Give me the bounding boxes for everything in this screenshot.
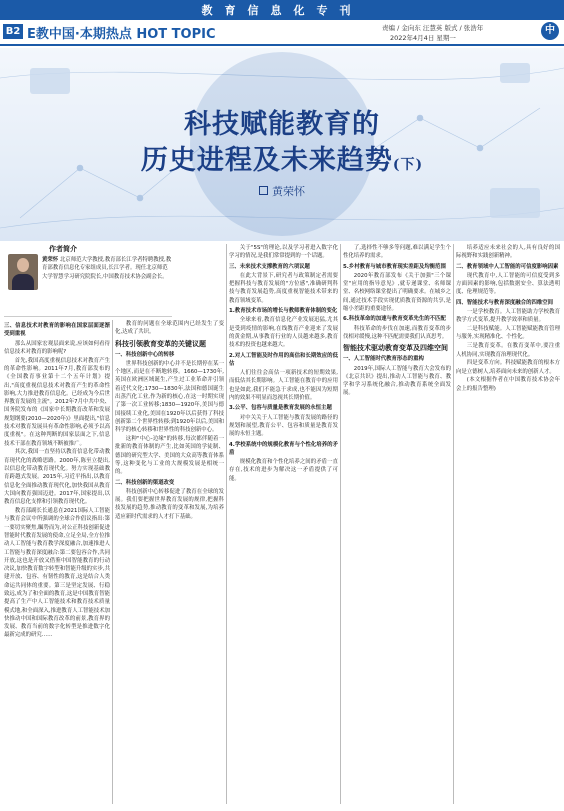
subsection-heading: 一、科技创新中心的转移 <box>115 351 175 358</box>
date-line: 2022年4月4日 星期一 <box>390 34 456 42</box>
author-name: 黄荣怀 <box>42 257 59 263</box>
article-column-2 <box>115 320 224 804</box>
paragraph: 一是学校教育。人工智能助力学校教育教学方式变革,提升教学效率和质量。 <box>456 309 560 324</box>
banner-text: 教育信息化专刊 <box>201 4 363 17</box>
paragraph: 在此大背景下,研究者与政策制定者需要把握科技与教育发展的"方位感",准确研判科技与教育发展趋势,高度重视智能技术带来的教育领域变革。 <box>229 272 338 304</box>
author-profile-box <box>4 244 172 317</box>
paragraph: 教育部副长长通息在2021国际人工智能与教育会议中所强调的全球合作倡议指出:第一要切实聚焦,瞩势而为,对公正科技创新促进智能时代教育发展的使命,立足全局,全方位推动人工智能与教育教学深度融合,加速推进人工智能与教育深度融合:第二要包容合作,共同开放,这也是开放又借鉴中国智能教育的行动决议,加快教育数字转型和智能升级的实步,共建开放、包容、有韧性的教育,这是结合人类命运共同体的重要。第三是坚定发展、行稳致远,成为了和全面的教育,这是中国教育智能提高了生产中人工智能技术和教育技术质量模式地,和全面深入,推进教育人工智能技术加快推动中国和国际教育改革的前景,教育界的发展、教育当前的数字化转型是推进数字化最新完成的研究…… <box>4 508 110 639</box>
byline <box>0 183 564 199</box>
headline-line-2-text: 历史进程及未来趋势 <box>140 145 393 176</box>
paragraph: 那么从国家宏观层面来说,应该如何看待信息技术对教育的影响呢? <box>4 340 110 355</box>
paragraph: 培养适应未来社会的人,具有良好的国际视野和实践创新精神。 <box>456 245 560 260</box>
subsection-heading: 1.教育技术市场的增长与教师教育体制的变化 <box>229 308 338 315</box>
subsection-heading: 一、人工智能时代教育形态的重构 <box>343 356 424 363</box>
byline-author: 黄荣怀 <box>272 185 305 198</box>
paragraph: 了,选择性不够多等问题,难以满足学生个性化培养的需求。 <box>343 245 451 260</box>
article-column-3 <box>229 244 338 484</box>
paragraph: 科技创新中心转移促进了教育在全球的发展。我们要把握世界教育发展的规律,把握科技发展的趋势,推动教育的变革和发展,为培养适应新时代需求的人才打下基础。 <box>115 488 224 520</box>
paragraph: 首先,我国高度重视信息技术对教育产生的革命性影响。2011年7月,教育部发布的《全国教育事业第十二个五年计划》提出,"高度重视信息技术对教育产生的革命性影响,大力推进教育信息化。已经成为今后世界教育发展的主流"。2012年7月中共中央、国务院发布的《国家中长期教育改革和发展规划纲要(2010—2020年)》里面提出,"信息技术对教育发展具有革命性影响,必须予以高度重视"。在这种判断的国家层面之下,信息技术干部在教育领域不断被推广。 <box>4 357 110 447</box>
article-column-4 <box>343 244 451 398</box>
subsection-heading: 二、教育领域中人工智能的可信度影响因素 <box>456 263 559 270</box>
paragraph: 四是变革方向。科技赋能教育的根本方向是立德树人,培养面向未来的创新人才。 <box>456 360 560 375</box>
paragraph: (本文根据作者在中国教育技术协会年会上的报告整理) <box>456 377 560 392</box>
author-bio-text: 北京师范大学教授,教育部长江学者特聘教授,教育部教育信息化专家组成员,长江学者。现任北京师范大学智慧学习研究院院长,中国教育技术协会副会长。 <box>42 257 172 280</box>
subsection-heading: 三、信息技术对教育的影响在国家层面逐渐受到重视 <box>4 323 110 338</box>
paragraph: 教育的问题在全球范围内已经发生了变化,达成了共识。 <box>115 321 224 336</box>
section-banner <box>0 0 564 20</box>
paragraph: 人们往往会高估一项新技术的短期效果,而低估其长期影响。人工智能在教育中的应用也是如此,我们不能急于求成,也不能因为短期内的效果不明显而忽视其长期价值。 <box>229 370 338 402</box>
author-bio <box>42 256 172 281</box>
author-photo <box>8 254 38 290</box>
subsection-heading: 三、未来技术支撑教育的六项议题 <box>229 263 310 270</box>
paper-title: E教中国·本期热点 HOT TOPIC <box>27 27 216 42</box>
hero-banner <box>0 48 564 241</box>
page-number-badge: B2 <box>3 24 23 39</box>
paragraph: 二是科技赋能。人工智能赋能教育管理与服务,实现精准化、个性化。 <box>456 326 560 341</box>
article-column-5 <box>456 244 560 394</box>
article-column-1 <box>4 320 110 804</box>
paragraph: 科技革命的步伐在加速,而教育变革的步伐相对缓慢,这种不匹配需要我们认真思考。 <box>343 325 451 340</box>
section-heading: 科技引领教育变革的关键议题 <box>115 339 206 348</box>
paragraph: 2020年教育部发布《关于加强"三个课堂"应用的指导意见》,就专递课堂、名师课堂、名校网络课堂提出了明确要求。在城乡之间,通过技术手段实现优质教育资源的共享,是缩小差距的重要途径。 <box>343 272 451 313</box>
paragraph: 关于"5S"的理论,以及学习者进入数字化学习的情况,是我们常常提到的一个话题。 <box>229 245 338 260</box>
paragraph: 现代教育中,人工智能的可信度受到多方面因素的影响,包括数据安全、算法透明度、伦理规范等。 <box>456 272 560 296</box>
paragraph: 对中关关于人工智能与教育发展的路径的规划和展望,教育公平、包容和质量是教育发展的永恒主题。 <box>229 414 338 438</box>
author-box-heading: 作者简介 <box>49 245 77 253</box>
page-header <box>0 20 564 46</box>
headline-line-2 <box>0 138 564 177</box>
headline-part-suffix: (下) <box>392 157 424 173</box>
subsection-heading: 二、科技创新的渠道改变 <box>115 479 175 486</box>
subsection-heading: 3.公平、包容与质量是教育发展的永恒主题 <box>229 405 332 412</box>
subsection-heading: 5.乡村教育与城市教育现实差距及均衡范围 <box>343 263 446 270</box>
subsection-heading: 2.对人工智能及时作用的高估和长期效应的低估 <box>229 352 338 367</box>
subsection-heading: 6.科技革命的加速与教育变革先生的不匹配 <box>343 316 446 323</box>
paragraph: 全球来看,教育信息化产业发展迅猛,尤其是受到疫情的影响,在线教育产业迎来了发展的黄金期,从事教育行业的人员越来越多,教育技术的投资也越来越大。 <box>229 317 338 349</box>
paragraph: 世界科技创新的中心并不是长期停在某一个地区,而是在不断地转移。1660—1730年,英国在欧洲区域诞生,产生过工业革命并引领着近代文化;1730—1830年,法国和德国诞生出蒸汽化工业,作为新的核心,在这一时期实现了第一次工业转移;1830—1920年,美国与德国接续工业化,美国在1920年以后获得了科技创新第二个世界性转移;到1920年以后,美国和科学的核心转移和世界性的科技创新中心。 <box>115 360 224 434</box>
paragraph: 这种"中心-边缘"的转移,每次都伴随着一批新的教育体制的产生,比如英国的学徒制、德国的研究型大学、美国的大众高等教育体系等,这种变化与工业的大规模发展是相统一的。 <box>115 436 224 476</box>
subsection-heading: 四、智能技术与教育深度融合的四维空间 <box>456 299 554 306</box>
newspaper-logo-icon: 中 <box>541 22 559 40</box>
headline-line-1: 科技赋能教育的 <box>184 109 380 140</box>
section-heading: 智能技术驱动教育变革及四维空间 <box>343 344 448 353</box>
square-bullet-icon <box>259 186 268 195</box>
editors-line: 责编 / 金向东 汪慧英 版式 / 张浩年 <box>382 24 484 32</box>
paragraph: 三是教育变革。在教育变革中,要注重人机协同,实现教育治理现代化。 <box>456 343 560 358</box>
paragraph: 2019年,国际人工智能与教育大会发布的《北京共识》提出,推动人工智能与教育、教学和学习系统化融合,推动教育系统全面发展。 <box>343 365 451 397</box>
subsection-heading: 4.学校系统中的规模化教育与个性化培养的矛盾 <box>229 441 338 456</box>
paragraph: 规模化教育和个性化培养之间的矛盾一直存在,技术的进步为解决这一矛盾提供了可能。 <box>229 459 338 482</box>
paragraph: 其次,我国一直坚持以教育信息化带动教育现代化的战略思路。2000年,陈至立提出,以信息化带动教育现代化。努力实现基础教育跨越式发展。2015年,习近平指出,以教育信息化全面推动教育现代化,加快我国从教育大国向教育强国迈进。2017年,国家提出,以教育信息化支撑和引领教育现代化。 <box>4 449 110 506</box>
